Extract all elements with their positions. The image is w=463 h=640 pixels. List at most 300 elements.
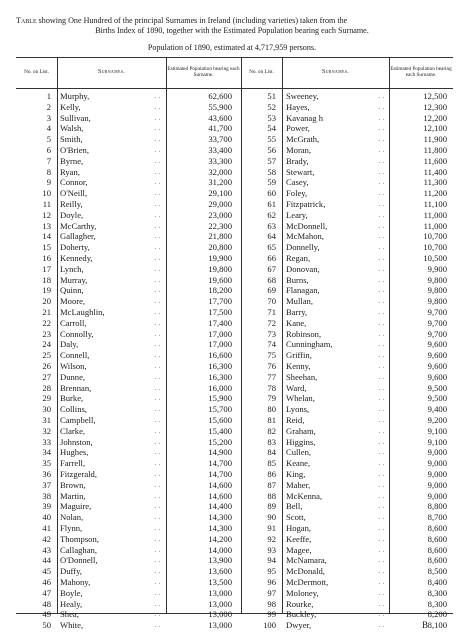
estimated-population: 15,400 [208,425,232,436]
list-number: 58 [267,166,276,177]
list-number: 70 [267,296,276,307]
leader-dots: . . [378,318,384,327]
leader-dots: . . [378,146,384,154]
estimated-population: 8,800 [427,501,447,512]
list-number: 41 [42,523,51,533]
list-number: 8 [46,166,51,177]
leader-dots: . . [378,480,384,489]
list-number: 22 [42,317,51,328]
estimated-population: 9,100 [427,425,447,436]
list-number: 97 [267,587,276,598]
leader-dots: . . [154,621,160,630]
surname: Foley, [286,188,308,199]
estimated-population: 11,800 [423,145,447,155]
list-number: 34 [42,447,51,458]
estimated-population: 29,000 [208,199,232,209]
estimated-population: 33,700 [208,134,232,145]
surname: Power, [286,123,310,134]
list-number: 95 [267,566,276,577]
leader-dots: . . [154,243,160,252]
leader-dots: . . [378,437,384,446]
list-number: 6 [46,145,51,155]
list-number: 87 [267,479,276,490]
surname: Keeffe, [286,533,312,544]
header-no-on-list-left: No. on List. [24,69,49,76]
estimated-population: 9,600 [427,371,447,382]
list-number: 96 [267,577,276,587]
surname: Kane, [286,317,307,328]
estimated-population: 14,300 [208,512,232,523]
estimated-population: 31,200 [208,177,232,188]
surname: Buckley, [286,609,317,620]
list-number: 19 [42,285,51,296]
leader-dots: . . [378,92,384,100]
estimated-population: 13,500 [208,577,232,587]
list-number: 53 [267,112,276,123]
estimated-population: 17,500 [208,307,232,317]
leader-dots: . . [154,124,160,133]
leader-dots: . . [378,383,384,392]
leader-dots: . . [154,167,160,176]
leader-dots: . . [378,556,384,565]
estimated-population: 9,800 [427,296,447,307]
list-number: 43 [42,544,51,555]
surname: White, [60,620,84,631]
surname: Stewart, [286,166,315,177]
list-number: 29 [42,393,51,404]
surnames-table [16,57,453,631]
list-number: 38 [42,490,51,501]
estimated-population: 33,400 [208,145,232,155]
leader-dots: . . [154,210,160,219]
list-number: 81 [267,415,276,425]
leader-dots: . . [154,437,160,446]
leader-dots: . . [154,92,160,100]
surname: Martin, [60,490,86,501]
estimated-population: 14,700 [208,469,232,479]
leader-dots: . . [154,221,160,230]
surname: Moloney, [286,587,319,598]
list-number: 55 [267,134,276,145]
leader-dots: . . [154,524,160,532]
list-number: 37 [42,479,51,490]
list-number: 66 [267,253,276,263]
list-number: 9 [46,177,51,188]
estimated-population: 9,000 [427,447,447,458]
list-number: 78 [267,382,276,393]
list-number: 14 [42,231,51,242]
surname: Fitzgerald, [60,469,97,479]
leader-dots: . . [378,189,384,198]
estimated-population: 9,700 [427,328,447,339]
surname: Dwyer, [286,620,312,631]
surname: Flanagan, [286,285,320,296]
leader-dots: . . [154,545,160,554]
estimated-population: 8,700 [427,512,447,523]
estimated-population: 10,700 [423,231,447,242]
estimated-population: 9,800 [427,285,447,296]
estimated-population: 14,600 [208,490,232,501]
estimated-population: 14,600 [208,479,232,490]
estimated-population: 11,400 [423,166,447,177]
list-number: 12 [42,209,51,220]
leader-dots: . . [154,599,160,608]
leader-dots: . . [378,221,384,230]
leader-dots: . . [154,135,160,144]
list-number: 77 [267,371,276,382]
list-number: 79 [267,393,276,404]
surname: Farrell, [60,458,86,469]
surname: McDermott, [286,577,329,587]
surname: Maguire, [60,501,92,512]
estimated-population: 8,400 [427,577,447,587]
list-number: 56 [267,145,276,155]
surname: Wilson, [60,361,87,371]
surname: Mahony, [60,577,91,587]
list-number: 100 [263,620,276,631]
leader-dots: . . [154,470,160,478]
estimated-population: 11,600 [423,155,447,166]
leader-dots: . . [154,491,160,500]
surname: Flynn, [60,523,83,533]
table-title [16,16,448,36]
list-number: 51 [267,91,276,101]
surname: Doyle, [60,209,84,220]
leader-dots: . . [154,502,160,511]
surname: McKenna, [286,490,323,501]
list-number: 21 [42,307,51,317]
surname: Doherty, [60,242,90,253]
surname: McDonnell, [286,220,328,231]
surname: King, [286,469,306,479]
surname: McMahon, [286,231,324,242]
leader-dots: . . [154,610,160,619]
list-number: 26 [42,361,51,371]
list-number: 39 [42,501,51,512]
leader-dots: . . [378,491,384,500]
estimated-population: 13,000 [208,620,232,631]
surname: Nolan, [60,512,84,523]
estimated-population: 17,400 [208,317,232,328]
estimated-population: 9,400 [427,404,447,415]
leader-dots: . . [378,426,384,435]
list-number: 67 [267,263,276,274]
estimated-population: 9,600 [427,339,447,350]
estimated-population: 9,600 [427,361,447,371]
surname: Donnelly, [286,242,320,253]
list-number: 69 [267,285,276,296]
surname: Regan, [286,253,311,263]
leader-dots: . . [378,232,384,241]
estimated-population: 21,800 [208,231,232,242]
surname: Brown, [60,479,86,490]
surname: McLaughlin, [60,307,105,317]
leader-dots: . . [378,340,384,349]
estimated-population: 11,000 [423,220,447,231]
estimated-population: 8,300 [427,598,447,609]
surname: Maher, [286,479,311,490]
leader-dots: . . [154,567,160,576]
leader-dots: . . [154,318,160,327]
surname: Boyle, [60,587,83,598]
leader-dots: . . [154,426,160,435]
leader-dots: . . [154,372,160,381]
estimated-population: 14,900 [208,447,232,458]
surname: Johnston, [60,436,93,447]
leader-dots: . . [154,362,160,370]
surname: Lynch, [60,263,84,274]
list-number: 64 [267,231,276,242]
list-number: 63 [267,220,276,231]
leader-dots: . . [378,329,384,338]
estimated-population: 14,000 [208,544,232,555]
surname: Brennan, [60,382,92,393]
leader-dots: . . [154,275,160,284]
estimated-population: 15,200 [208,436,232,447]
list-number: 4 [46,123,51,134]
estimated-population: 9,700 [427,317,447,328]
surname: Reid, [286,415,305,425]
estimated-population: 18,200 [208,285,232,296]
surname: Ward, [286,382,307,393]
surname: Cunningham, [286,339,333,350]
leader-dots: . . [154,534,160,543]
estimated-population: 8,600 [427,523,447,533]
leader-dots: . . [378,113,384,122]
leader-dots: . . [154,556,160,565]
surname: Reilly, [60,199,83,209]
list-number: 54 [267,123,276,134]
surname: Rourke, [286,598,314,609]
surname: McGrath, [286,134,320,145]
leader-dots: . . [378,394,384,403]
estimated-population: 41,700 [208,123,232,134]
surname: Clarke, [60,425,86,436]
leader-dots: . . [154,448,160,457]
estimated-population: 9,100 [427,436,447,447]
leader-dots: . . [154,405,160,414]
estimated-population: 10,500 [423,253,447,263]
leader-dots: . . [154,513,160,522]
list-number: 57 [267,155,276,166]
leader-dots: . . [154,200,160,208]
leader-dots: . . [378,102,384,111]
list-number: 25 [42,350,51,361]
leader-dots: . . [378,513,384,522]
surname: Connolly, [60,328,94,339]
list-number: 92 [267,533,276,544]
leader-dots: . . [154,394,160,403]
estimated-population: 16,000 [208,382,232,393]
leader-dots: . . [378,621,384,630]
leader-dots: . . [378,610,384,619]
surname: Kennedy, [60,253,93,263]
list-number: 24 [42,339,51,350]
surname: Moran, [286,145,312,155]
leader-dots: . . [154,102,160,111]
leader-dots: . . [378,254,384,262]
leader-dots: . . [154,308,160,316]
estimated-population: 8,500 [427,566,447,577]
leader-dots: . . [154,480,160,489]
leader-dots: . . [378,297,384,306]
leader-dots: . . [154,383,160,392]
estimated-population: 15,900 [208,393,232,404]
leader-dots: . . [378,502,384,511]
header-estimated-population-left: Estimated Population bearing each Surname. [167,66,240,78]
list-number: 3 [46,112,51,123]
list-number: 20 [42,296,51,307]
surname: Smith, [60,134,83,145]
estimated-population: 13,000 [208,609,232,620]
leader-dots: . . [378,459,384,468]
list-number: 23 [42,328,51,339]
list-number: 33 [42,436,51,447]
leader-dots: . . [378,405,384,414]
estimated-population: 9,200 [427,415,447,425]
leader-dots: . . [378,286,384,295]
surname: Casey, [286,177,309,188]
estimated-population: 23,000 [208,209,232,220]
leader-dots: . . [154,286,160,295]
estimated-population: 12,300 [423,101,447,112]
surname: McCarthy, [60,220,97,231]
estimated-population: 12,500 [423,91,447,101]
list-number: 48 [42,598,51,609]
surname: Barry, [286,307,308,317]
list-number: 71 [267,307,276,317]
estimated-population: 10,700 [423,242,447,253]
title-lead: Table [16,16,37,25]
list-number: 80 [267,404,276,415]
estimated-population: 8,600 [427,533,447,544]
leader-dots: . . [378,200,384,208]
estimated-population: 9,000 [427,469,447,479]
leader-dots: . . [378,264,384,273]
surname: Kavanag h [286,112,323,123]
estimated-population: 8,300 [427,587,447,598]
leader-dots: . . [154,232,160,241]
leader-dots: . . [378,156,384,165]
surname: Murphy, [60,91,90,101]
list-number: 47 [42,587,51,598]
surname: Lyons, [286,404,310,415]
leader-dots: . . [154,146,160,154]
surname: Burke, [60,393,84,404]
list-number: 50 [42,620,51,631]
list-number: 42 [42,533,51,544]
estimated-population: 15,700 [208,404,232,415]
estimated-population: 62,600 [208,91,232,101]
list-number: 32 [42,425,51,436]
list-number: 75 [267,350,276,361]
estimated-population: 16,300 [208,361,232,371]
leader-dots: . . [154,416,160,424]
estimated-population: 11,000 [423,209,447,220]
column-divider [282,58,283,613]
surname: Fitzpatrick, [286,199,326,209]
surname: Dunne, [60,371,86,382]
list-number: 94 [267,555,276,566]
header-surnames-left: Surnames. [97,69,126,76]
surname: Magee, [286,544,312,555]
estimated-population: 19,600 [208,274,232,285]
surname: Sheehan, [286,371,318,382]
list-number: 30 [42,404,51,415]
leader-dots: . . [378,599,384,608]
list-number: 88 [267,490,276,501]
leader-dots: . . [154,351,160,360]
surname: McNamara, [286,555,327,566]
surname: O'Brien, [60,145,89,155]
surname: Shea, [60,609,79,620]
surname: Griffin, [286,350,312,361]
estimated-population: 9,700 [427,307,447,317]
surname: Quinn, [60,285,84,296]
column-divider [57,58,58,613]
surname: Hogan, [286,523,312,533]
estimated-population: 8,100 [427,620,447,631]
estimated-population: 14,700 [208,458,232,469]
list-number: 5 [46,134,51,145]
leader-dots: . . [378,545,384,554]
surname: Higgins, [286,436,316,447]
estimated-population: 16,300 [208,371,232,382]
list-number: 65 [267,242,276,253]
leader-dots: . . [154,588,160,597]
estimated-population: 13,000 [208,598,232,609]
estimated-population: 19,800 [208,263,232,274]
leader-dots: . . [154,254,160,262]
list-number: 61 [267,199,276,209]
surname: Daly, [60,339,79,350]
surname: Carroll, [60,317,87,328]
title-line1: showing One Hundred of the principal Surnames in Ireland (including varieties) taken from the [36,16,348,25]
leader-dots: . . [378,210,384,219]
surname: Whelan, [286,393,315,404]
surname: Cullen, [286,447,312,458]
leader-dots: . . [378,588,384,597]
estimated-population: 14,400 [208,501,232,512]
list-number: 40 [42,512,51,523]
estimated-population: 14,200 [208,533,232,544]
list-number: 16 [42,253,51,263]
surname: Sweeney, [286,91,319,101]
list-number: 17 [42,263,51,274]
surname: O'Donnell, [60,555,98,566]
estimated-population: 43,600 [208,112,232,123]
surname: Kenny, [286,361,311,371]
list-number: 13 [42,220,51,231]
estimated-population: 12,200 [423,112,447,123]
list-number: 7 [46,155,51,166]
header-surnames-right: Surnames. [321,69,350,76]
list-number: 74 [267,339,276,350]
leader-dots: . . [378,578,384,586]
leader-dots: . . [154,340,160,349]
estimated-population: 33,300 [208,155,232,166]
estimated-population: 16,600 [208,350,232,361]
estimated-population: 11,100 [423,199,447,209]
estimated-population: 13,000 [208,587,232,598]
leader-dots: . . [378,567,384,576]
surname: Burns, [286,274,309,285]
leader-dots: . . [378,243,384,252]
list-number: 28 [42,382,51,393]
estimated-population: 9,000 [427,458,447,469]
leader-dots: . . [154,189,160,198]
list-number: 89 [267,501,276,512]
